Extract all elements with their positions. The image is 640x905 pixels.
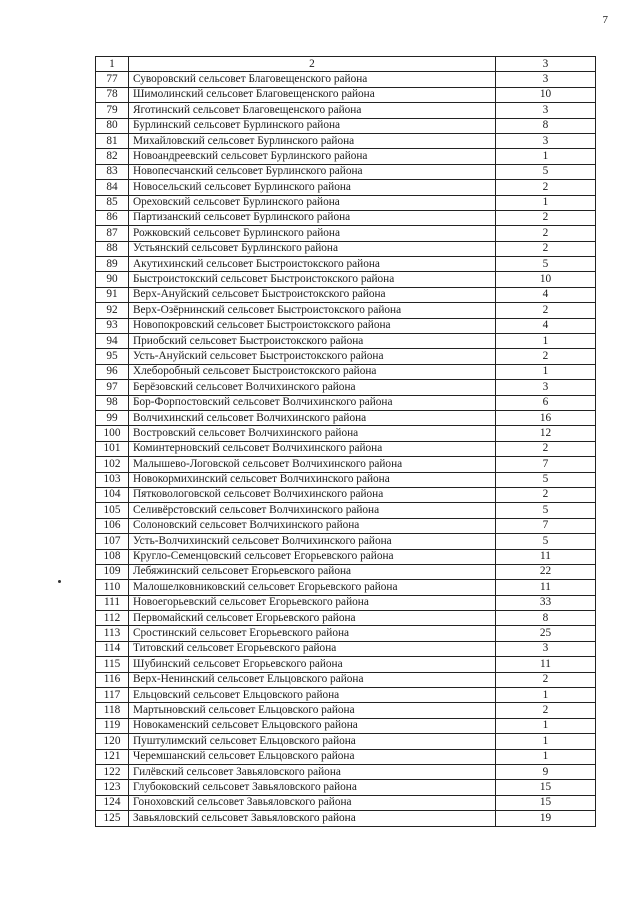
row-name-cell: Михайловский сельсовет Бурлинского района bbox=[129, 133, 496, 148]
table-row bbox=[96, 580, 596, 595]
row-number-cell: 99 bbox=[96, 410, 129, 425]
row-name-cell: Новоандреевский сельсовет Бурлинского района bbox=[129, 149, 496, 164]
row-value-cell: 2 bbox=[496, 241, 596, 256]
row-value-cell: 5 bbox=[496, 503, 596, 518]
table-row bbox=[96, 672, 596, 687]
row-value-cell: 11 bbox=[496, 549, 596, 564]
row-name-cell: Востровский сельсовет Волчихинского района bbox=[129, 426, 496, 441]
row-value-cell: 2 bbox=[496, 349, 596, 364]
row-value-cell: 2 bbox=[496, 303, 596, 318]
table-row bbox=[96, 641, 596, 656]
row-number-cell: 119 bbox=[96, 718, 129, 733]
row-name-cell: Шимолинский сельсовет Благовещенского района bbox=[129, 87, 496, 102]
row-name-cell: Сростинский сельсовет Егорьевского района bbox=[129, 626, 496, 641]
header-cell-number: 1 bbox=[96, 57, 129, 72]
table-row bbox=[96, 564, 596, 579]
table-row bbox=[96, 334, 596, 349]
row-value-cell: 2 bbox=[496, 487, 596, 502]
table-row bbox=[96, 195, 596, 210]
row-number-cell: 79 bbox=[96, 103, 129, 118]
row-value-cell: 25 bbox=[496, 626, 596, 641]
row-value-cell: 1 bbox=[496, 195, 596, 210]
row-number-cell: 97 bbox=[96, 380, 129, 395]
table-row bbox=[96, 426, 596, 441]
table-row bbox=[96, 103, 596, 118]
table-row bbox=[96, 780, 596, 795]
row-name-cell: Быстроистокский сельсовет Быстроистокского района bbox=[129, 272, 496, 287]
row-number-cell: 101 bbox=[96, 441, 129, 456]
row-name-cell: Гилёвский сельсовет Завьяловского района bbox=[129, 764, 496, 779]
row-number-cell: 88 bbox=[96, 241, 129, 256]
table-row bbox=[96, 149, 596, 164]
row-value-cell: 1 bbox=[496, 688, 596, 703]
table-row bbox=[96, 534, 596, 549]
row-number-cell: 81 bbox=[96, 133, 129, 148]
row-value-cell: 8 bbox=[496, 118, 596, 133]
row-number-cell: 109 bbox=[96, 564, 129, 579]
row-value-cell: 5 bbox=[496, 257, 596, 272]
row-value-cell: 2 bbox=[496, 210, 596, 225]
table-row bbox=[96, 457, 596, 472]
row-name-cell: Новопесчанский сельсовет Бурлинского района bbox=[129, 164, 496, 179]
row-value-cell: 5 bbox=[496, 164, 596, 179]
row-value-cell: 10 bbox=[496, 272, 596, 287]
table-row bbox=[96, 472, 596, 487]
table-row bbox=[96, 734, 596, 749]
row-value-cell: 7 bbox=[496, 457, 596, 472]
row-number-cell: 104 bbox=[96, 487, 129, 502]
row-name-cell: Усть-Волчихинский сельсовет Волчихинского района bbox=[129, 534, 496, 549]
table-row bbox=[96, 626, 596, 641]
table-row bbox=[96, 257, 596, 272]
row-name-cell: Новопокровский сельсовет Быстроистокского района bbox=[129, 318, 496, 333]
row-name-cell: Новоегорьевский сельсовет Егорьевского района bbox=[129, 595, 496, 610]
row-number-cell: 122 bbox=[96, 764, 129, 779]
row-number-cell: 124 bbox=[96, 795, 129, 810]
row-value-cell: 12 bbox=[496, 426, 596, 441]
row-number-cell: 120 bbox=[96, 734, 129, 749]
row-value-cell: 1 bbox=[496, 734, 596, 749]
row-number-cell: 107 bbox=[96, 534, 129, 549]
row-value-cell: 15 bbox=[496, 795, 596, 810]
margin-dot bbox=[58, 580, 61, 583]
row-value-cell: 4 bbox=[496, 287, 596, 302]
table-row bbox=[96, 549, 596, 564]
table-row bbox=[96, 487, 596, 502]
row-number-cell: 90 bbox=[96, 272, 129, 287]
table-row bbox=[96, 410, 596, 425]
row-name-cell: Ельцовский сельсовет Ельцовского района bbox=[129, 688, 496, 703]
page-number: 7 bbox=[602, 14, 608, 26]
row-name-cell: Новокормихинский сельсовет Волчихинского района bbox=[129, 472, 496, 487]
row-name-cell: Бурлинский сельсовет Бурлинского района bbox=[129, 118, 496, 133]
row-name-cell: Гоноховский сельсовет Завьяловского района bbox=[129, 795, 496, 810]
row-value-cell: 2 bbox=[496, 703, 596, 718]
row-value-cell: 3 bbox=[496, 103, 596, 118]
row-number-cell: 117 bbox=[96, 688, 129, 703]
row-number-cell: 114 bbox=[96, 641, 129, 656]
row-value-cell: 6 bbox=[496, 395, 596, 410]
table-row bbox=[96, 241, 596, 256]
row-value-cell: 1 bbox=[496, 718, 596, 733]
row-name-cell: Рожковский сельсовет Бурлинского района bbox=[129, 226, 496, 241]
row-number-cell: 111 bbox=[96, 595, 129, 610]
row-value-cell: 10 bbox=[496, 87, 596, 102]
row-number-cell: 94 bbox=[96, 334, 129, 349]
row-value-cell: 19 bbox=[496, 811, 596, 826]
table-row bbox=[96, 318, 596, 333]
row-number-cell: 87 bbox=[96, 226, 129, 241]
row-value-cell: 3 bbox=[496, 641, 596, 656]
table-row bbox=[96, 164, 596, 179]
row-value-cell: 4 bbox=[496, 318, 596, 333]
table-row bbox=[96, 272, 596, 287]
row-name-cell: Лебяжинский сельсовет Егорьевского района bbox=[129, 564, 496, 579]
row-number-cell: 102 bbox=[96, 457, 129, 472]
row-number-cell: 78 bbox=[96, 87, 129, 102]
row-number-cell: 108 bbox=[96, 549, 129, 564]
row-name-cell: Малошелковниковский сельсовет Егорьевского района bbox=[129, 580, 496, 595]
header-cell-value: 3 bbox=[496, 57, 596, 72]
row-value-cell: 15 bbox=[496, 780, 596, 795]
row-number-cell: 89 bbox=[96, 257, 129, 272]
row-name-cell: Суворовский сельсовет Благовещенского района bbox=[129, 72, 496, 87]
row-value-cell: 2 bbox=[496, 226, 596, 241]
row-number-cell: 96 bbox=[96, 364, 129, 379]
row-value-cell: 8 bbox=[496, 611, 596, 626]
row-name-cell: Усть-Ануйский сельсовет Быстроистокского района bbox=[129, 349, 496, 364]
row-name-cell: Приобский сельсовет Быстроистокского района bbox=[129, 334, 496, 349]
table-row bbox=[96, 764, 596, 779]
table-row bbox=[96, 226, 596, 241]
row-number-cell: 85 bbox=[96, 195, 129, 210]
table-row bbox=[96, 749, 596, 764]
row-name-cell: Яготинский сельсовет Благовещенского района bbox=[129, 103, 496, 118]
row-name-cell: Титовский сельсовет Егорьевского района bbox=[129, 641, 496, 656]
table-row bbox=[96, 210, 596, 225]
row-name-cell: Солоновский сельсовет Волчихинского района bbox=[129, 518, 496, 533]
table-row bbox=[96, 87, 596, 102]
row-number-cell: 123 bbox=[96, 780, 129, 795]
row-number-cell: 98 bbox=[96, 395, 129, 410]
row-number-cell: 92 bbox=[96, 303, 129, 318]
row-value-cell: 3 bbox=[496, 72, 596, 87]
row-number-cell: 125 bbox=[96, 811, 129, 826]
row-value-cell: 33 bbox=[496, 595, 596, 610]
row-name-cell: Глубоковский сельсовет Завьяловского района bbox=[129, 780, 496, 795]
table-row bbox=[96, 703, 596, 718]
table-row bbox=[96, 518, 596, 533]
table-row bbox=[96, 657, 596, 672]
row-name-cell: Коминтерновский сельсовет Волчихинского района bbox=[129, 441, 496, 456]
row-number-cell: 82 bbox=[96, 149, 129, 164]
row-value-cell: 2 bbox=[496, 441, 596, 456]
row-number-cell: 110 bbox=[96, 580, 129, 595]
row-number-cell: 115 bbox=[96, 657, 129, 672]
row-number-cell: 113 bbox=[96, 626, 129, 641]
row-number-cell: 77 bbox=[96, 72, 129, 87]
table-row bbox=[96, 349, 596, 364]
row-name-cell: Кругло-Семенцовский сельсовет Егорьевского района bbox=[129, 549, 496, 564]
row-name-cell: Пятковологовской сельсовет Волчихинского района bbox=[129, 487, 496, 502]
row-number-cell: 103 bbox=[96, 472, 129, 487]
table-row bbox=[96, 287, 596, 302]
row-name-cell: Малышево-Логовской сельсовет Волчихинского района bbox=[129, 457, 496, 472]
row-name-cell: Устьянский сельсовет Бурлинского района bbox=[129, 241, 496, 256]
row-name-cell: Волчихинский сельсовет Волчихинского района bbox=[129, 410, 496, 425]
row-name-cell: Акутихинский сельсовет Быстроистокского района bbox=[129, 257, 496, 272]
table-row bbox=[96, 503, 596, 518]
row-value-cell: 1 bbox=[496, 334, 596, 349]
row-value-cell: 3 bbox=[496, 133, 596, 148]
row-value-cell: 9 bbox=[496, 764, 596, 779]
table-row bbox=[96, 441, 596, 456]
row-number-cell: 86 bbox=[96, 210, 129, 225]
row-value-cell: 7 bbox=[496, 518, 596, 533]
row-number-cell: 116 bbox=[96, 672, 129, 687]
row-name-cell: Верх-Ненинский сельсовет Ельцовского района bbox=[129, 672, 496, 687]
table-row bbox=[96, 380, 596, 395]
row-name-cell: Партизанский сельсовет Бурлинского района bbox=[129, 210, 496, 225]
row-number-cell: 106 bbox=[96, 518, 129, 533]
row-name-cell: Завьяловский сельсовет Завьяловского района bbox=[129, 811, 496, 826]
row-value-cell: 22 bbox=[496, 564, 596, 579]
table-row bbox=[96, 688, 596, 703]
row-value-cell: 1 bbox=[496, 749, 596, 764]
row-name-cell: Бор-Форпостовский сельсовет Волчихинского района bbox=[129, 395, 496, 410]
row-name-cell: Новосельский сельсовет Бурлинского района bbox=[129, 180, 496, 195]
row-value-cell: 5 bbox=[496, 472, 596, 487]
row-value-cell: 2 bbox=[496, 672, 596, 687]
row-number-cell: 112 bbox=[96, 611, 129, 626]
row-name-cell: Ореховский сельсовет Бурлинского района bbox=[129, 195, 496, 210]
row-value-cell: 11 bbox=[496, 580, 596, 595]
table-row bbox=[96, 595, 596, 610]
row-number-cell: 118 bbox=[96, 703, 129, 718]
row-value-cell: 1 bbox=[496, 364, 596, 379]
table-row bbox=[96, 811, 596, 826]
table-row bbox=[96, 118, 596, 133]
table-row bbox=[96, 72, 596, 87]
row-number-cell: 121 bbox=[96, 749, 129, 764]
row-name-cell: Новокаменский сельсовет Ельцовского района bbox=[129, 718, 496, 733]
table-body bbox=[96, 57, 596, 827]
row-name-cell: Пуштулимский сельсовет Ельцовского района bbox=[129, 734, 496, 749]
table-row bbox=[96, 303, 596, 318]
row-number-cell: 105 bbox=[96, 503, 129, 518]
row-name-cell: Селивёрстовский сельсовет Волчихинского района bbox=[129, 503, 496, 518]
row-name-cell: Берёзовский сельсовет Волчихинского района bbox=[129, 380, 496, 395]
table-row bbox=[96, 180, 596, 195]
row-value-cell: 11 bbox=[496, 657, 596, 672]
row-value-cell: 5 bbox=[496, 534, 596, 549]
table-row bbox=[96, 133, 596, 148]
row-number-cell: 95 bbox=[96, 349, 129, 364]
row-value-cell: 1 bbox=[496, 149, 596, 164]
row-number-cell: 100 bbox=[96, 426, 129, 441]
header-cell-name: 2 bbox=[129, 57, 496, 72]
row-number-cell: 93 bbox=[96, 318, 129, 333]
row-name-cell: Верх-Озёрнинский сельсовет Быстроистокского района bbox=[129, 303, 496, 318]
data-table bbox=[95, 56, 596, 827]
row-name-cell: Первомайский сельсовет Егорьевского района bbox=[129, 611, 496, 626]
row-name-cell: Верх-Ануйский сельсовет Быстроистокского района bbox=[129, 287, 496, 302]
row-value-cell: 3 bbox=[496, 380, 596, 395]
row-number-cell: 84 bbox=[96, 180, 129, 195]
table-row bbox=[96, 718, 596, 733]
row-number-cell: 91 bbox=[96, 287, 129, 302]
row-number-cell: 80 bbox=[96, 118, 129, 133]
row-name-cell: Мартыновский сельсовет Ельцовского района bbox=[129, 703, 496, 718]
table-row bbox=[96, 795, 596, 810]
row-name-cell: Черемшанский сельсовет Ельцовского района bbox=[129, 749, 496, 764]
table-header-row bbox=[96, 57, 596, 72]
table-row bbox=[96, 364, 596, 379]
row-value-cell: 2 bbox=[496, 180, 596, 195]
row-name-cell: Хлеборобный сельсовет Быстроистокского района bbox=[129, 364, 496, 379]
row-number-cell: 83 bbox=[96, 164, 129, 179]
table-row bbox=[96, 611, 596, 626]
table-row bbox=[96, 395, 596, 410]
row-name-cell: Шубинский сельсовет Егорьевского района bbox=[129, 657, 496, 672]
row-value-cell: 16 bbox=[496, 410, 596, 425]
